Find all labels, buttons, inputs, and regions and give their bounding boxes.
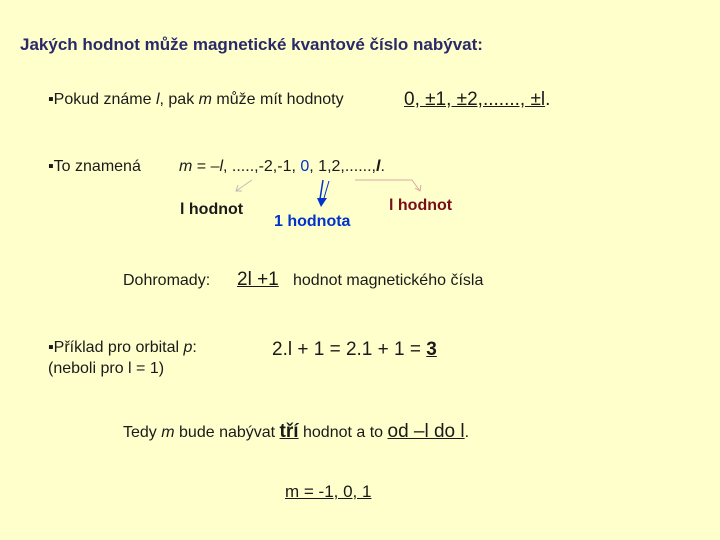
result-values: m = -1, 0, 1: [285, 482, 372, 501]
annot-right-count: l hodnot: [389, 197, 453, 214]
conclusion-text-b: bude nabývat: [174, 424, 280, 441]
example-p: p: [183, 339, 193, 356]
sequence-zero: 0: [300, 158, 310, 175]
conclusion-range: od –l do l: [387, 421, 465, 442]
example-calculation: [272, 339, 437, 361]
sequence-positive: , 1,2,......,: [309, 158, 376, 175]
sequence-l: l: [375, 158, 381, 175]
total-suffix: hodnot magnetického čísla: [293, 272, 484, 289]
bullet-marker: ▪: [48, 91, 54, 108]
calc-result: 3: [426, 339, 437, 360]
total-formula: [237, 269, 279, 291]
bullet-marker: ▪: [48, 339, 54, 356]
calc-expression: 2.l + 1 = 2.1 + 1 =: [272, 339, 427, 360]
line2-period: .: [380, 158, 385, 175]
m-values: 0, ±1, ±2,......., ±l: [404, 89, 546, 110]
line1-text-c: může mít hodnoty: [211, 91, 344, 108]
annot-left-count: l hodnot: [180, 201, 244, 218]
annot-center-count: 1 hodnota: [274, 213, 351, 230]
line1-period: .: [545, 89, 551, 110]
conclusion-text-a: Tedy: [123, 424, 162, 441]
conclusion-m: m: [161, 424, 175, 441]
example-line2: (neboli pro l = 1): [48, 360, 165, 377]
left-arrow: [236, 180, 252, 191]
example-text-a: Příklad pro orbital: [53, 339, 184, 356]
line2-label: To znamená: [53, 158, 141, 175]
conclusion-three: tří: [279, 421, 299, 442]
equals: =: [192, 158, 211, 175]
line1-m: m: [198, 91, 212, 108]
conclusion-period: .: [464, 424, 470, 441]
m-symbol: m: [179, 158, 193, 175]
total-label: Dohromady:: [123, 272, 211, 289]
example-text-b: :: [192, 339, 197, 356]
page-title: Jakých hodnot může magnetické kvantové číslo nabývat:: [20, 35, 483, 54]
sequence-negative: , .....,-2,-1,: [223, 158, 301, 175]
center-arrow: [317, 180, 329, 207]
example-line1: [48, 339, 197, 357]
bullet-marker: ▪: [48, 158, 54, 175]
minus-l: –l: [210, 158, 224, 175]
right-arrow: [355, 180, 421, 191]
line1-l: l: [155, 91, 160, 108]
line1-text-b: , pak: [159, 91, 199, 108]
formula-2l-plus-1: 2l +1: [237, 269, 279, 290]
conclusion-line: [123, 421, 469, 443]
line1-text-a: Pokud známe: [53, 91, 156, 108]
conclusion-text-c: hodnot a to: [298, 424, 388, 441]
